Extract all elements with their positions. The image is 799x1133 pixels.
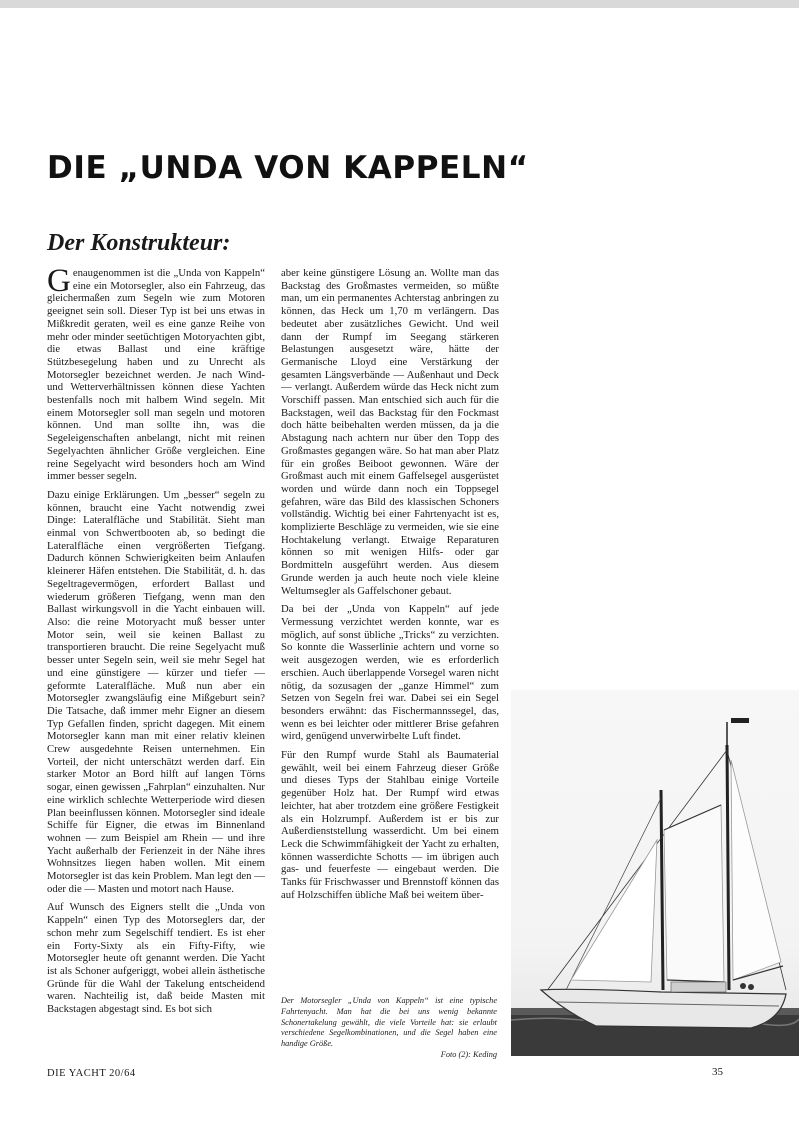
crew-figure: [748, 984, 754, 990]
page-number: 35: [712, 1066, 723, 1078]
text-column-left: [47, 263, 265, 1022]
schooner-photo: [511, 690, 799, 1056]
schooner-illustration: [511, 690, 799, 1056]
paragraph: Da bei der „Unda von Kappeln“ auf jede Vermessung verzichtet werden konnte, war es möglich, auf sonst übliche „Tricks“ zu verzichten. So konnte die Wasserlinie achtern und vorne so weit ausgezogen werden, wie es erforderlich erschien. Auch überlappende Vorsegel waren nicht nötig, da sozusagen der „ganze Himmel“ zum Setzen von Segeln frei war. Dabei sei ein Segel besonders erwähnt: das Fischermannssegel, das, wenn es bei leichter oder mittlerer Brise gefahren wird, genügend unverwirbelte Luft findet.: [281, 603, 499, 743]
magazine-issue: DIE YACHT 20/64: [47, 1068, 136, 1079]
paragraph-text: enaugenommen ist die „Unda von Kappeln“ eine ein Motorsegler, also ein Fahrzeug, das gleichermaßen zum Segeln wie zum Motoren geeignet sein soll. Dieser Typ ist bei uns etwas in Mißkredit geraten, weil es eine ganze Reihe von mehr oder minder seetüchtigen Motoryachten gibt, die etwas Ballast und eine kräftige Stützbesegelung haben und zu Unrecht als Motorsegler bezeichnet werden. Je nach Wind- und Wetterverhältnissen können diese Yachten bestenfalls noch mit halbem Wind segeln. Mit einem Motorsegler soll man segeln und motoren können. Und man sollte ihn, was die Segeleigenschaften anbelangt, nicht mit reinen Segelyachten ähnlicher Größe vergleichen. Eine reine Segelyacht wird besonders hoch am Wind immer besser segeln.: [47, 267, 265, 483]
article-title: DIE „UNDA VON KAPPELN“: [47, 150, 529, 186]
paragraph: Dazu einige Erklärungen. Um „besser“ segeln zu können, braucht eine Yacht notwendig zwei Dinge: Lateralfläche und Stabilität. Sieht man einmal von Schwertbooten ab, so bedingt die Lateralfläche einen vergrößerten Tiefgang. Dadurch können Schwierigkeiten beim Anlaufen kleinerer Häfen entstehen. Die Stabilität, d. h. das Segeltragevermögen, erfordert Ballast und wiederum größeren Tiefgang, wenn man den Ballast wirkungsvoll in die Yacht einbauen will. Also: die reine Motoryacht muß besser unter Motor sein, weil sie keinen Ballast zu transportieren braucht. Die reine Segelyacht muß besser unter Segeln sein, weil sie mehr Segel hat und eine günstigere — kürzer und tiefer — geformte Lateralfläche. Muß nun aber ein Motorsegler zwangsläufig eine Mißgeburt sein? Die Tatsache, daß immer mehr Eigner an diesem Typ Gefallen finden, spricht dagegen. Mit einem Motorsegler kann man mit einer relativ kleinen Crew ausgedehnte Reisen unternehmen. Ein Vorteil, der nicht unterschätzt werden darf. Ein starker Motor an Bord hilft auf langen Törns sogar, einen gewissen „Fahrplan“ einzuhalten. Nur eine wirklich schlechte Wetterperiode wird diesen Plan beeinflussen können. Motorsegler sind ideale Schiffe für Eigner, die etwas im Binnenland wohnen — zum Beispiel am Rhein — und ihre Yacht außerhalb der Ferienzeit in der Nähe ihres Wohnsitzes liegen haben wollen. Mit einem Motorsegler ist das kein Problem. Man legt den — oder die — Masten und motort nach Hause.: [47, 488, 265, 895]
paragraph: Auf Wunsch des Eigners stellt die „Unda von Kappeln“ einen Typ des Motorseglers dar, der schon mehr zum Segelschiff tendiert. Es ist eher ein Forty-Sixty als ein Fifty-Fifty, wie Motorsegler heute oft genannt werden. Die Yacht ist als Schoner aufgeriggt, wobei allein ästhetische Gründe für die Wahl der Takelung entscheidend waren. Nachteilig ist, daß beide Masten mit Backstagen abgestagt sind. Es bot sich: [47, 901, 265, 1016]
deckhouse: [671, 982, 726, 992]
foresail: [664, 805, 724, 982]
drop-cap: G: [47, 263, 71, 299]
paragraph: aber keine günstigere Lösung an. Wollte man das Backstag des Großmastes vermeiden, so müßte man, um ein permanentes Achterstag anbringen zu können, das Heck um 1,70 m verlängern. Das bedeutet aber zusätzliches Gewicht. Und weil dann der Rumpf im Seegang stärkeren Belastungen ausgesetzt wäre, hätte der Germanische Lloyd eine Verstärkung der gesamten Längsverbände — Außenhaut und Deck — verlangt. Außerdem würde das Heck nicht zum Vorschiff passen. Man entschied sich auch für die Backstagen, weil das Backstag für den Fockmast doch hätte beibehalten werden müssen, da ja die Abstagung nach achtern nur über den Topp des Großmastes gegangen wäre. So hat man aber Platz für ein großes Beiboot gewonnen. Wäre der Großmast auch mit einem Gaffelsegel ausgerüstet worden und würde dann noch ein Toppsegel gefahren, wäre das Bild des klassischen Schoners vollständig. Wichtig bei einer Fahrtenyacht ist es, komplizierte Beschläge zu vermeiden, wie sie eine Hochtakelung verlangt. Etwaige Reparaturen können so mit wenigen Hilfs- oder gar Bordmitteln ausgeführt werden. Aus diesem Grunde werden ja auch heute noch viele kleine Weltumsegler als Gaffelschoner gebaut.: [281, 267, 499, 597]
section-heading: Der Konstrukteur:: [47, 230, 231, 256]
scan-top-edge: [0, 0, 799, 8]
paragraph: Für den Rumpf wurde Stahl als Baumaterial gewählt, weil bei einem Fahrzeug dieser Größe und dieses Typs der Stahlbau einige Vorteile gegenüber Holz hat. Der Rumpf wird etwas leichter, hat aber trotzdem eine größere Festigkeit als ein Holzrumpf. Außerdem ist er bis zur Außerdienststellung wasserdicht. Um bei einem Leck die Schwimmfähigkeit der Yacht zu erhalten, können wasserdichte Schotts — im übrigen auch gas- und feuerfeste — eingebaut werden. Die Tanks für Frischwasser und Brennstoff können das auf Holzschiffen übliche Maß bei weitem über-: [281, 749, 499, 901]
text-column-right: [281, 267, 499, 907]
photo-caption: [281, 996, 497, 1061]
mainsail: [731, 760, 781, 980]
fore-mast: [661, 790, 663, 990]
photo-credit: Foto (2): Keding: [440, 1049, 497, 1059]
jib-sail: [571, 840, 657, 982]
caption-text: Der Motorsegler „Unda von Kappeln“ ist eine typische Fahrtenyacht. Man hat die bei uns wenig bekannte Schonertakelung gewählt, die viele Vorteile hat: sie erlaubt verschiedene Segelkombinationen, und die Segel haben eine handige Größe.: [281, 996, 497, 1049]
crew-figure: [740, 983, 746, 989]
main-mast: [727, 745, 729, 990]
masthead-pennant: [731, 718, 749, 723]
paragraph: [47, 263, 265, 483]
